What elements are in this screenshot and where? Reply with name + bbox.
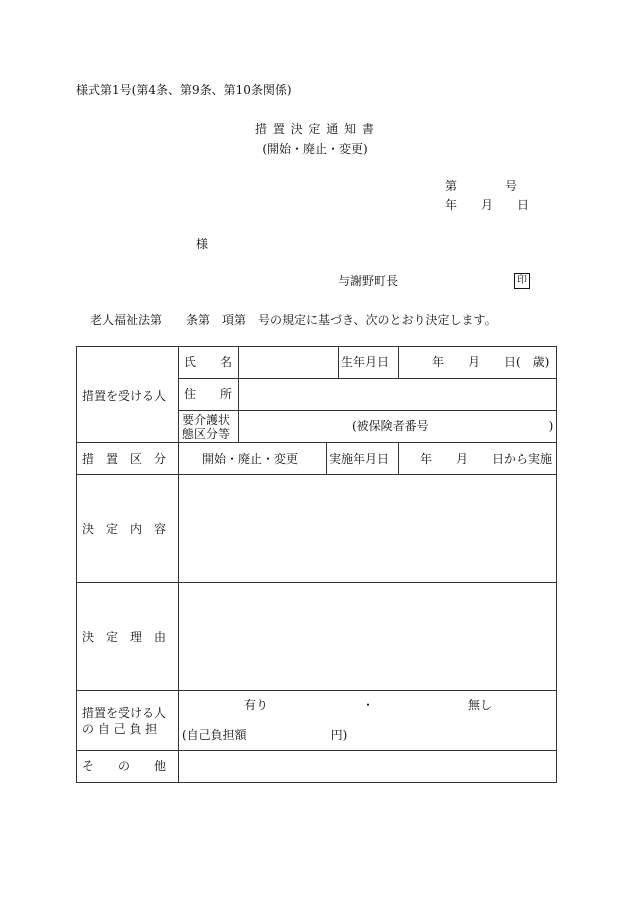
table-line [238, 346, 239, 378]
table-line [76, 346, 77, 783]
burden-amount: (自己負担額 円) [182, 728, 348, 742]
table-line [238, 378, 239, 442]
name-label: 氏 名 [184, 355, 233, 369]
document-subtitle: (開始・廃止・変更) [262, 142, 368, 156]
insured-number: (被保険者番号 ) [352, 419, 554, 433]
issuer-name: 与謝野町長 [338, 274, 399, 288]
burden-no-option: 無し [468, 698, 493, 712]
decision-label: 決 定 内 容 [82, 522, 167, 536]
table-line [76, 442, 557, 443]
address-label: 住 所 [184, 387, 233, 401]
table-line [398, 346, 399, 378]
recipient-suffix: 様 [196, 237, 209, 251]
burden-label-line1: 措置を受ける人 [82, 706, 167, 720]
document-title: 措 置 決 定 通 知 書 [255, 122, 375, 136]
seal-stamp: 印 [514, 273, 530, 289]
burden-separator: ・ [362, 698, 375, 712]
other-label: そ の 他 [82, 759, 167, 773]
table-line [76, 782, 557, 783]
birthdate-label: 生年月日 [341, 355, 390, 369]
table-line [398, 442, 399, 474]
category-value: 開始・廃止・変更 [202, 452, 299, 466]
effective-date-label: 実施年月日 [329, 452, 390, 466]
table-line [76, 346, 557, 347]
burden-label-line2: の 自 己 負 担 [82, 722, 158, 736]
table-line [178, 410, 557, 411]
table-line [338, 346, 339, 378]
table-line [76, 474, 557, 475]
document-number-field: 第 号 [445, 179, 518, 193]
category-label: 措 置 区 分 [82, 452, 167, 466]
care-level-label-line2: 態区分等 [182, 427, 231, 441]
table-line [326, 442, 327, 474]
care-level-label-line1: 要介護状 [182, 413, 231, 427]
recipient-label: 措置を受ける人 [82, 389, 167, 403]
birthdate-value: 年 月 日( 歳) [432, 355, 550, 369]
burden-yes-option: 有り [244, 698, 269, 712]
table-line [76, 750, 557, 751]
table-line [76, 690, 557, 691]
reason-label: 決 定 理 由 [82, 630, 167, 644]
table-line [178, 346, 179, 783]
table-line [76, 582, 557, 583]
issue-date-field: 年 月 日 [445, 198, 530, 212]
form-number: 様式第1号(第4条、第9条、第10条関係) [76, 83, 292, 97]
table-line [178, 378, 557, 379]
decision-table [76, 346, 557, 783]
decision-statement: 老人福祉法第 条第 項第 号の規定に基づき、次のとおり決定します。 [90, 313, 497, 327]
effective-date-value: 年 月 日から実施 [420, 452, 553, 466]
table-line [556, 346, 557, 783]
